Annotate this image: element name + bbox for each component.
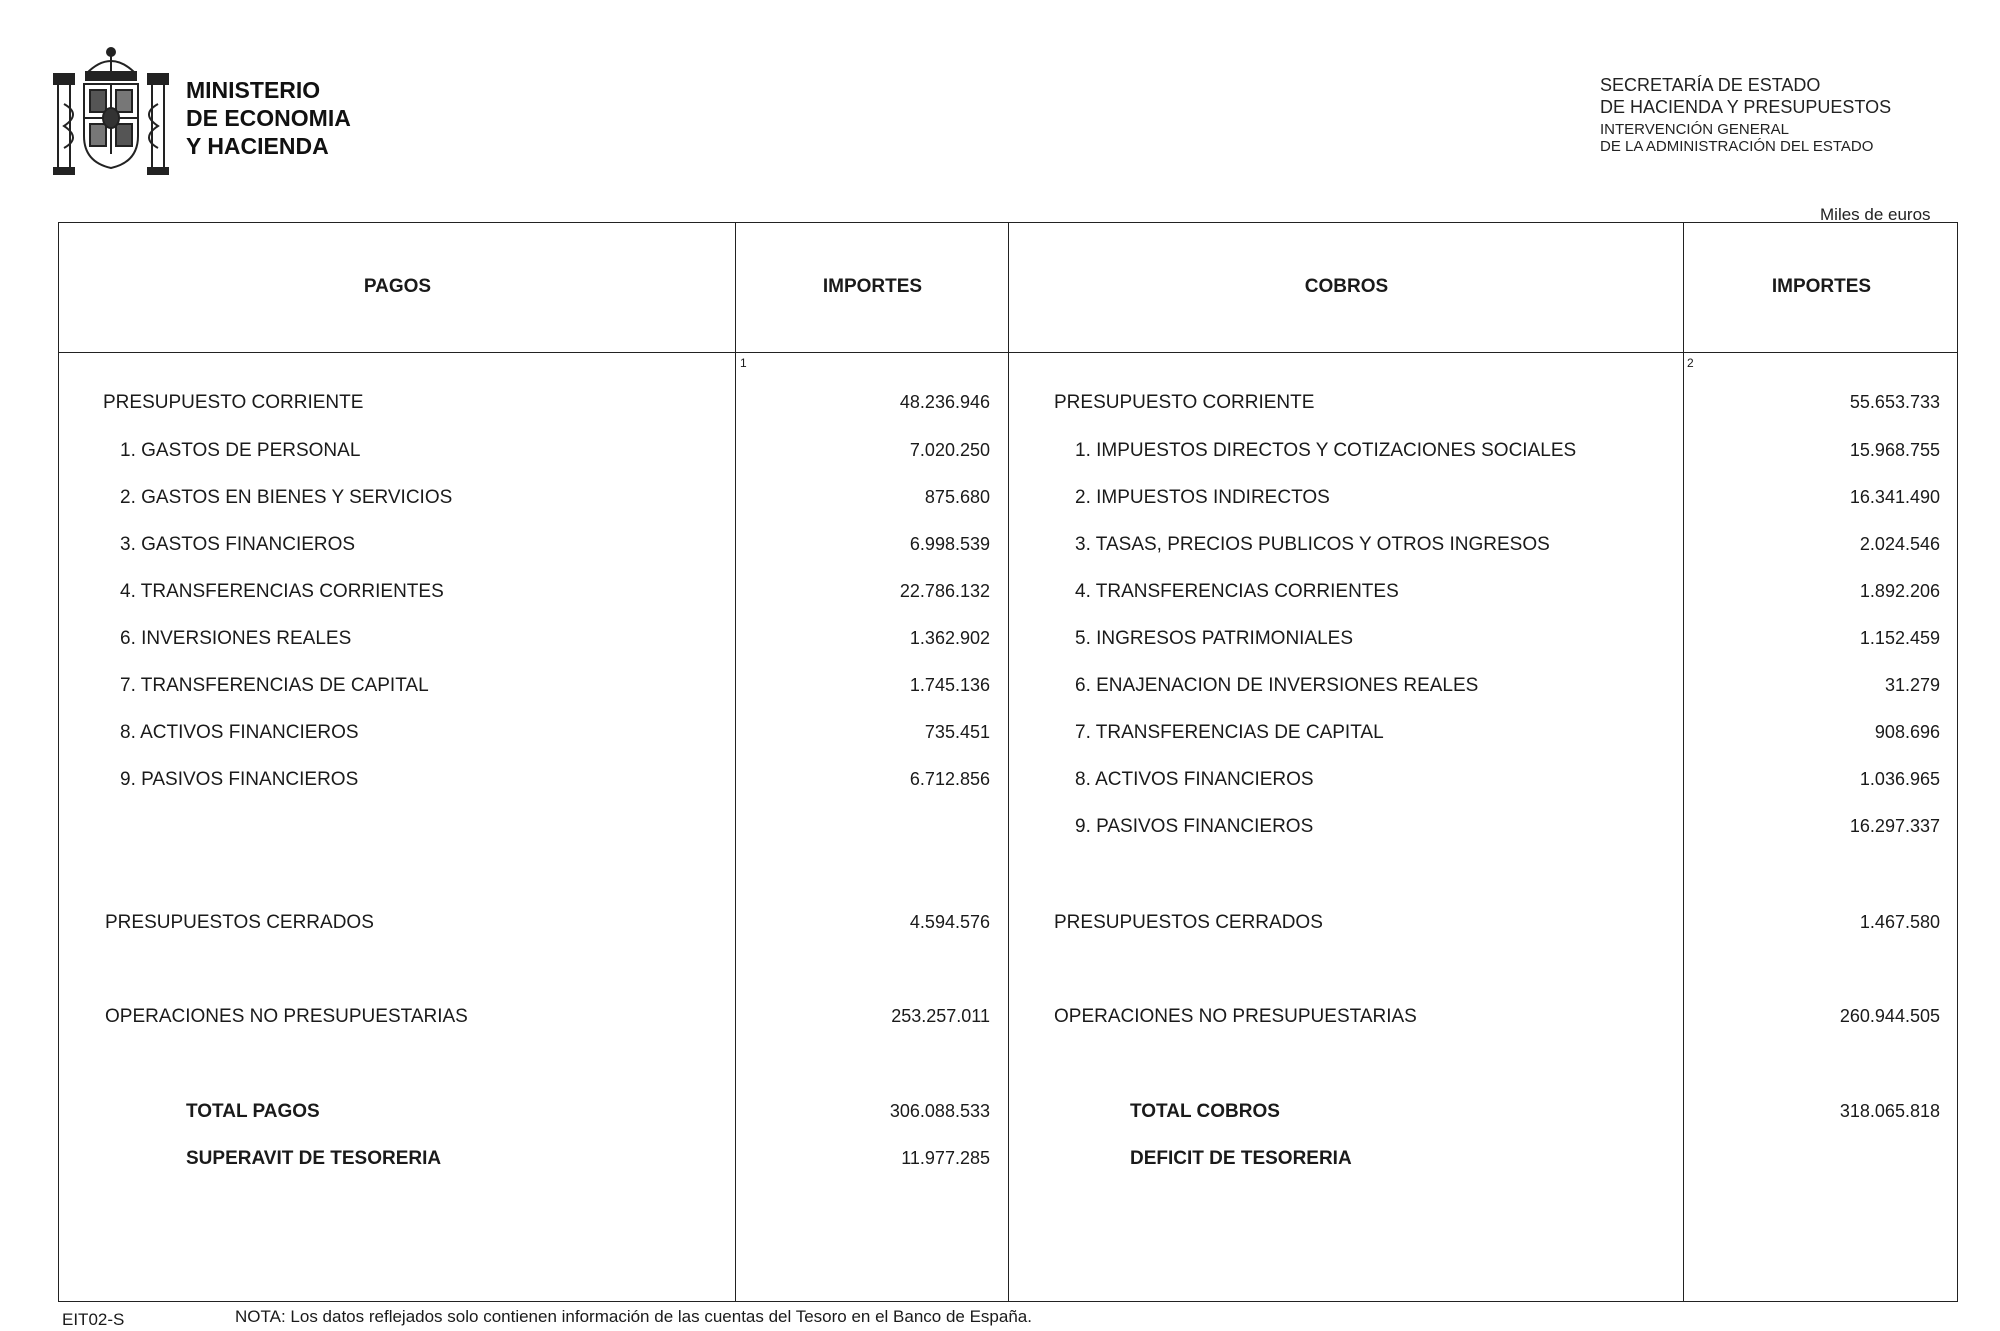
cobros-value: 1.036.965 bbox=[1859, 769, 1940, 789]
cobros-label: 3. TASAS, PRECIOS PUBLICOS Y OTROS INGRESOS bbox=[1075, 534, 1550, 555]
pagos-value: 1.745.136 bbox=[909, 675, 990, 695]
cobros-value: 1.152.459 bbox=[1859, 628, 1940, 648]
ministry-name bbox=[186, 76, 351, 160]
pagos-label: 4. TRANSFERENCIAS CORRIENTES bbox=[120, 581, 444, 602]
cobros-label: 7. TRANSFERENCIAS DE CAPITAL bbox=[1075, 722, 1384, 743]
pagos-label: 2. GASTOS EN BIENES Y SERVICIOS bbox=[120, 487, 453, 508]
cobros-label: 4. TRANSFERENCIAS CORRIENTES bbox=[1075, 581, 1399, 602]
ministry-line: Y HACIENDA bbox=[186, 133, 329, 159]
cobros-value: 260.944.505 bbox=[1839, 1006, 1940, 1026]
pagos-value: 253.257.011 bbox=[891, 1006, 990, 1026]
form-code: EIT02-S bbox=[62, 1310, 125, 1329]
cobros-label: 8. ACTIVOS FINANCIEROS bbox=[1075, 769, 1314, 790]
ministry-line: MINISTERIO bbox=[186, 77, 321, 103]
pagos-value: 6.998.539 bbox=[909, 534, 990, 554]
secretaria-line: DE HACIENDA Y PRESUPUESTOS bbox=[1600, 97, 1892, 117]
cobros-value: 16.341.490 bbox=[1849, 487, 1940, 507]
cobros-label: PRESUPUESTO CORRIENTE bbox=[1054, 392, 1315, 413]
intervencion-line: INTERVENCIÓN GENERAL bbox=[1600, 121, 1789, 138]
column-divider bbox=[1008, 222, 1009, 1302]
cobros-value: 15.968.755 bbox=[1849, 440, 1940, 460]
column-number-cobros: 2 bbox=[1687, 356, 1694, 370]
total-cobros-label: TOTAL COBROS bbox=[1130, 1101, 1280, 1122]
cobros-label: 6. ENAJENACION DE INVERSIONES REALES bbox=[1075, 675, 1479, 696]
cobros-value: 908.696 bbox=[1874, 722, 1940, 742]
pagos-value: 4.594.576 bbox=[909, 912, 990, 932]
cobros-label: 2. IMPUESTOS INDIRECTOS bbox=[1075, 487, 1330, 508]
cobros-value: 1.892.206 bbox=[1859, 581, 1940, 601]
cobros-value: 16.297.337 bbox=[1849, 816, 1940, 836]
pagos-label: 6. INVERSIONES REALES bbox=[120, 628, 352, 649]
cobros-label: 1. IMPUESTOS DIRECTOS Y COTIZACIONES SOCIALES bbox=[1075, 440, 1577, 461]
pagos-value: 7.020.250 bbox=[909, 440, 990, 460]
pagos-value: 22.786.132 bbox=[899, 581, 990, 601]
header-importes-cobros: IMPORTES bbox=[1771, 276, 1872, 297]
pagos-label: 7. TRANSFERENCIAS DE CAPITAL bbox=[120, 675, 429, 696]
cobros-label: OPERACIONES NO PRESUPUESTARIAS bbox=[1054, 1006, 1417, 1027]
superavit-value: 11.977.285 bbox=[901, 1148, 990, 1168]
column-number-pagos: 1 bbox=[740, 356, 747, 370]
pagos-value: 875.680 bbox=[924, 487, 990, 507]
coat-of-arms-icon bbox=[52, 44, 170, 176]
pagos-value: 1.362.902 bbox=[909, 628, 990, 648]
pagos-label: PRESUPUESTOS CERRADOS bbox=[105, 912, 374, 933]
secretaria-line: SECRETARÍA DE ESTADO bbox=[1600, 75, 1821, 95]
cobros-label: PRESUPUESTOS CERRADOS bbox=[1054, 912, 1323, 933]
cobros-label: 9. PASIVOS FINANCIEROS bbox=[1075, 816, 1314, 837]
total-pagos-value: 306.088.533 bbox=[889, 1101, 990, 1121]
cobros-value: 31.279 bbox=[1884, 675, 1940, 695]
units-label: Miles de euros bbox=[1820, 205, 1931, 224]
header-importes-pagos: IMPORTES bbox=[822, 276, 923, 297]
deficit-label: DEFICIT DE TESORERIA bbox=[1130, 1148, 1352, 1169]
pagos-label: 8. ACTIVOS FINANCIEROS bbox=[120, 722, 359, 743]
header-cobros: COBROS bbox=[1304, 276, 1389, 297]
pagos-value: 6.712.856 bbox=[909, 769, 990, 789]
pagos-label: 1. GASTOS DE PERSONAL bbox=[120, 440, 361, 461]
cobros-value: 2.024.546 bbox=[1859, 534, 1940, 554]
pagos-value: 735.451 bbox=[924, 722, 990, 742]
column-divider bbox=[735, 222, 736, 1302]
pagos-label: 9. PASIVOS FINANCIEROS bbox=[120, 769, 359, 790]
cobros-value: 1.467.580 bbox=[1859, 912, 1940, 932]
intervencion-line: DE LA ADMINISTRACIÓN DEL ESTADO bbox=[1600, 138, 1874, 155]
total-cobros-value: 318.065.818 bbox=[1839, 1101, 1940, 1121]
cobros-label: 5. INGRESOS PATRIMONIALES bbox=[1075, 628, 1354, 649]
column-divider bbox=[1683, 222, 1684, 1302]
superavit-label: SUPERAVIT DE TESORERIA bbox=[186, 1148, 442, 1169]
header-pagos: PAGOS bbox=[363, 276, 432, 297]
pagos-label: 3. GASTOS FINANCIEROS bbox=[120, 534, 356, 555]
pagos-label: PRESUPUESTO CORRIENTE bbox=[103, 392, 364, 413]
pagos-value: 48.236.946 bbox=[899, 392, 990, 412]
total-pagos-label: TOTAL PAGOS bbox=[186, 1101, 320, 1122]
ministry-line: DE ECONOMIA bbox=[186, 105, 351, 131]
cobros-value: 55.653.733 bbox=[1849, 392, 1940, 412]
pagos-label: OPERACIONES NO PRESUPUESTARIAS bbox=[105, 1006, 468, 1027]
footer-note: NOTA: Los datos reflejados solo contienen información de las cuentas del Tesoro en el Banco de España. bbox=[235, 1307, 1032, 1326]
secretaria-block bbox=[1600, 74, 1891, 155]
